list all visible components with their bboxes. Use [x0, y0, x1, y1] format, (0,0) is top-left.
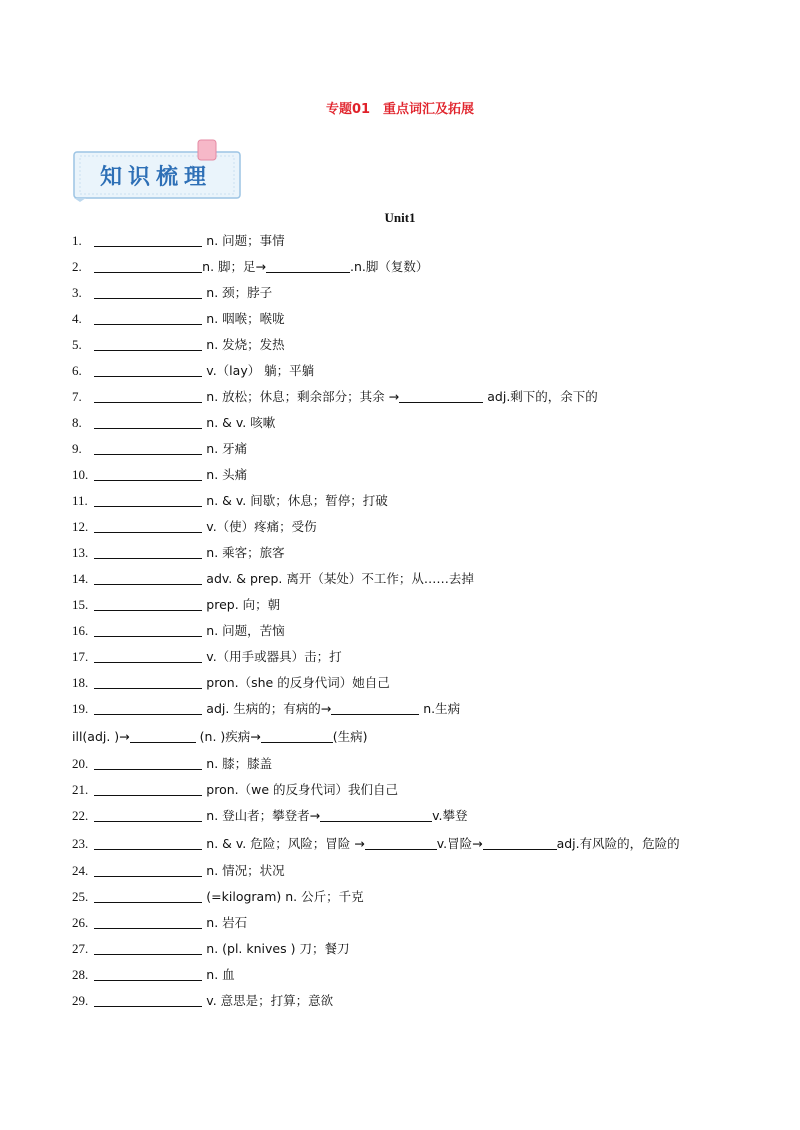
answer-blank[interactable]: [94, 257, 202, 273]
list-item: 2. n. 脚；足→ .n.脚（复数）: [72, 259, 429, 274]
list-item: 23. n. & v. 危险；风险；冒险 → v.冒险→ adj.有风险的，危险的: [72, 836, 680, 851]
list-item: 1. n. 问题；事情: [72, 233, 285, 248]
list-item: 26. n. 岩石: [72, 915, 248, 930]
answer-blank[interactable]: [94, 991, 202, 1007]
answer-blank[interactable]: [94, 439, 202, 455]
vocab-list: [72, 228, 772, 1014]
list-item: 27. n. (pl. knives ) 刀；餐刀: [72, 941, 350, 956]
answer-blank[interactable]: [331, 699, 419, 715]
list-item: 7. n. 放松；休息；剩余部分；其余 → adj.剩下的，余下的: [72, 389, 598, 404]
answer-blank[interactable]: [94, 913, 202, 929]
list-item: 21. pron.（we 的反身代词）我们自己: [72, 782, 399, 797]
list-item: 15. prep. 向；朝: [72, 597, 281, 612]
list-item: 11. n. & v. 间歇；休息；暂停；打破: [72, 493, 388, 508]
answer-blank[interactable]: [94, 939, 202, 955]
page-title: 专题01 重点词汇及拓展: [325, 102, 475, 117]
list-item: 9. n. 牙痛: [72, 441, 248, 456]
answer-blank[interactable]: [266, 257, 350, 273]
answer-blank[interactable]: [130, 727, 196, 743]
list-item: 22. n. 登山者；攀登者→ v.攀登: [72, 808, 468, 823]
list-item: 14. adv. & prep. 离开（某处）不工作；从……去掉: [72, 571, 474, 586]
answer-blank[interactable]: [94, 754, 202, 770]
list-item: 10. n. 头痛: [72, 467, 248, 482]
answer-blank[interactable]: [94, 780, 202, 796]
list-item: 29. v. 意思是；打算；意欲: [72, 993, 334, 1008]
unit-heading: Unit1: [384, 210, 416, 225]
answer-blank[interactable]: [94, 361, 202, 377]
banner-label: 知识梳理: [100, 164, 213, 190]
answer-blank[interactable]: [94, 517, 202, 533]
answer-blank[interactable]: [483, 834, 557, 850]
answer-blank[interactable]: [94, 887, 202, 903]
list-item: 25. (=kilogram) n. 公斤；千克: [72, 889, 364, 904]
answer-blank[interactable]: [94, 387, 202, 403]
list-item: 24. n. 情况；状况: [72, 863, 285, 878]
list-item: 20. n. 膝；膝盖: [72, 756, 273, 771]
answer-blank[interactable]: [94, 491, 202, 507]
answer-blank[interactable]: [261, 727, 333, 743]
answer-blank[interactable]: [94, 543, 202, 559]
list-item: 13. n. 乘客；旅客: [72, 545, 285, 560]
list-item: ill(adj. )→ (n. )疾病→ (生病): [72, 729, 368, 744]
list-item: 28. n. 血: [72, 967, 235, 982]
list-item: 16. n. 问题，苦恼: [72, 623, 285, 638]
answer-blank[interactable]: [94, 621, 202, 637]
answer-blank[interactable]: [94, 806, 202, 822]
answer-blank[interactable]: [94, 283, 202, 299]
answer-blank[interactable]: [94, 699, 202, 715]
answer-blank[interactable]: [94, 413, 202, 429]
list-item: 3. n. 颈；脖子: [72, 285, 273, 300]
answer-blank[interactable]: [94, 834, 202, 850]
list-item: 4. n. 咽喉；喉咙: [72, 311, 285, 326]
answer-blank[interactable]: [320, 806, 432, 822]
answer-blank[interactable]: [94, 569, 202, 585]
answer-blank[interactable]: [94, 647, 202, 663]
answer-blank[interactable]: [94, 965, 202, 981]
answer-blank[interactable]: [94, 335, 202, 351]
answer-blank[interactable]: [365, 834, 437, 850]
list-item: 18. pron.（she 的反身代词）她自己: [72, 675, 390, 690]
list-item: 5. n. 发烧；发热: [72, 337, 285, 352]
answer-blank[interactable]: [94, 595, 202, 611]
list-item: 8. n. & v. 咳嗽: [72, 415, 276, 430]
answer-blank[interactable]: [94, 861, 202, 877]
list-item: 12. v.（使）疼痛；受伤: [72, 519, 317, 534]
list-item: 6. v.（lay） 躺；平躺: [72, 363, 315, 378]
answer-blank[interactable]: [94, 673, 202, 689]
answer-blank[interactable]: [399, 387, 483, 403]
list-item: 19. adj. 生病的；有病的→ n.生病: [72, 701, 461, 716]
answer-blank[interactable]: [94, 309, 202, 325]
list-item: 17. v.（用手或器具）击；打: [72, 649, 342, 664]
answer-blank[interactable]: [94, 465, 202, 481]
answer-blank[interactable]: [94, 231, 202, 247]
